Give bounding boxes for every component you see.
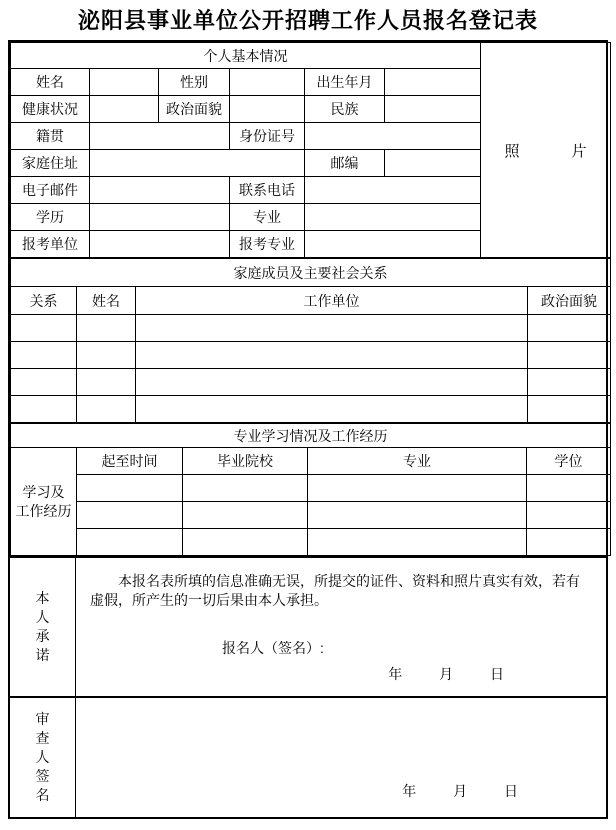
native-place-label: 籍贯 xyxy=(11,123,90,150)
gender-label: 性别 xyxy=(159,69,230,96)
relation-cell xyxy=(11,315,77,342)
health-label: 健康状况 xyxy=(11,96,90,123)
email-label: 电子邮件 xyxy=(11,177,90,204)
apply-unit-value-cell xyxy=(90,231,230,258)
review-content xyxy=(76,698,606,817)
member-political-cell xyxy=(528,369,611,396)
study-section-header: 专业学习情况及工作经历 xyxy=(11,424,611,448)
relation-col-header: 关系 xyxy=(11,287,77,315)
promise-label-char: 人 xyxy=(35,609,50,625)
study-empty-row xyxy=(11,502,611,529)
promise-label-char: 诺 xyxy=(35,647,50,663)
basic-info-section-header: 个人基本情况 xyxy=(11,43,481,69)
family-empty-row xyxy=(11,369,611,396)
school-col-header: 毕业院校 xyxy=(183,448,308,475)
registration-form xyxy=(8,40,608,819)
relation-cell xyxy=(11,396,77,423)
photo-label xyxy=(481,140,610,161)
study-major-cell xyxy=(308,475,527,502)
work-unit-cell xyxy=(136,315,528,342)
major-label: 专业 xyxy=(230,204,305,231)
political-label: 政治面貌 xyxy=(159,96,230,123)
review-section xyxy=(10,696,606,817)
page-title: 泌阳县事业单位公开招聘工作人员报名登记表 xyxy=(77,8,538,33)
photo-char-2: 片 xyxy=(571,142,587,160)
name-label: 姓名 xyxy=(11,69,90,96)
promise-label-char: 承 xyxy=(35,628,50,644)
id-number-value-cell xyxy=(305,123,481,150)
birth-label: 出生年月 xyxy=(305,69,385,96)
study-table xyxy=(10,423,611,556)
promise-section xyxy=(10,556,606,696)
review-date-line xyxy=(90,781,518,801)
promise-date-line xyxy=(90,664,592,684)
phone-label: 联系电话 xyxy=(230,177,305,204)
apply-major-value-cell xyxy=(305,231,481,258)
study-major-cell xyxy=(308,502,527,529)
work-unit-cell xyxy=(136,342,528,369)
review-label-char: 签 xyxy=(35,768,50,784)
family-empty-row xyxy=(11,342,611,369)
day-label: 日 xyxy=(504,783,518,799)
work-unit-cell xyxy=(136,396,528,423)
member-political-cell xyxy=(528,315,611,342)
school-cell xyxy=(183,529,308,556)
promise-label-char: 本 xyxy=(35,590,50,606)
review-vertical-label xyxy=(10,698,76,817)
native-place-value-cell xyxy=(90,123,230,150)
member-name-col-header: 姓名 xyxy=(77,287,136,315)
id-number-label: 身份证号 xyxy=(230,123,305,150)
member-name-cell xyxy=(77,396,136,423)
member-name-cell xyxy=(77,342,136,369)
zip-label: 邮编 xyxy=(305,150,385,177)
study-major-col-header: 专业 xyxy=(308,448,527,475)
member-political-cell xyxy=(528,396,611,423)
study-side-label xyxy=(11,448,77,556)
signer-label: 报名人（签名）: xyxy=(222,640,324,656)
period-cell xyxy=(77,529,183,556)
education-label: 学历 xyxy=(11,204,90,231)
photo-char-1: 照 xyxy=(504,142,520,160)
member-name-cell xyxy=(77,315,136,342)
birth-value-cell xyxy=(385,69,481,96)
degree-cell xyxy=(527,475,611,502)
education-value-cell xyxy=(90,204,230,231)
basic-info-table xyxy=(10,42,611,258)
relation-cell xyxy=(11,342,77,369)
promise-content xyxy=(76,558,606,696)
period-cell xyxy=(77,502,183,529)
period-cell xyxy=(77,475,183,502)
family-empty-row xyxy=(11,396,611,423)
year-label: 年 xyxy=(388,666,403,682)
study-empty-row xyxy=(11,529,611,556)
member-name-cell xyxy=(77,369,136,396)
review-label-char: 查 xyxy=(35,730,50,746)
address-value-cell xyxy=(90,150,305,177)
family-table xyxy=(10,258,611,423)
email-value-cell xyxy=(90,177,230,204)
month-label: 月 xyxy=(439,666,454,682)
family-empty-row xyxy=(11,315,611,342)
study-side-label-line1: 学习及 xyxy=(22,483,65,500)
address-label: 家庭住址 xyxy=(11,150,90,177)
period-col-header: 起至时间 xyxy=(77,448,183,475)
photo-cell xyxy=(481,43,611,258)
study-side-label-line2: 工作经历 xyxy=(15,502,72,519)
ethnic-label: 民族 xyxy=(305,96,385,123)
work-unit-cell xyxy=(136,369,528,396)
study-major-cell xyxy=(308,529,527,556)
review-label-char: 审 xyxy=(35,711,50,727)
work-unit-col-header: 工作单位 xyxy=(136,287,528,315)
degree-cell xyxy=(527,502,611,529)
degree-cell xyxy=(527,529,611,556)
family-section-header: 家庭成员及主要社会关系 xyxy=(11,259,611,287)
study-empty-row xyxy=(11,475,611,502)
ethnic-value-cell xyxy=(385,96,481,123)
apply-major-label: 报考专业 xyxy=(230,231,305,258)
zip-value-cell xyxy=(385,150,481,177)
school-cell xyxy=(183,475,308,502)
apply-unit-label: 报考单位 xyxy=(11,231,90,258)
health-value-cell xyxy=(90,96,159,123)
member-political-col-header: 政治面貌 xyxy=(528,287,611,315)
school-cell xyxy=(183,502,308,529)
name-value-cell xyxy=(90,69,159,96)
month-label: 月 xyxy=(453,783,468,799)
gender-value-cell xyxy=(230,69,305,96)
promise-vertical-label xyxy=(10,558,76,696)
review-label-char: 名 xyxy=(35,787,50,803)
member-political-cell xyxy=(528,342,611,369)
degree-col-header: 学位 xyxy=(527,448,611,475)
day-label: 日 xyxy=(490,666,504,682)
relation-cell xyxy=(11,369,77,396)
promise-statement: 本报名表所填的信息准确无误，所提交的证件、资料和照片真实有效，若有虚假，所产生的一切后果由本人承担。 xyxy=(90,573,580,608)
political-value-cell xyxy=(230,96,305,123)
year-label: 年 xyxy=(402,783,417,799)
phone-value-cell xyxy=(305,177,481,204)
review-label-char: 人 xyxy=(35,749,50,765)
major-value-cell xyxy=(305,204,481,231)
